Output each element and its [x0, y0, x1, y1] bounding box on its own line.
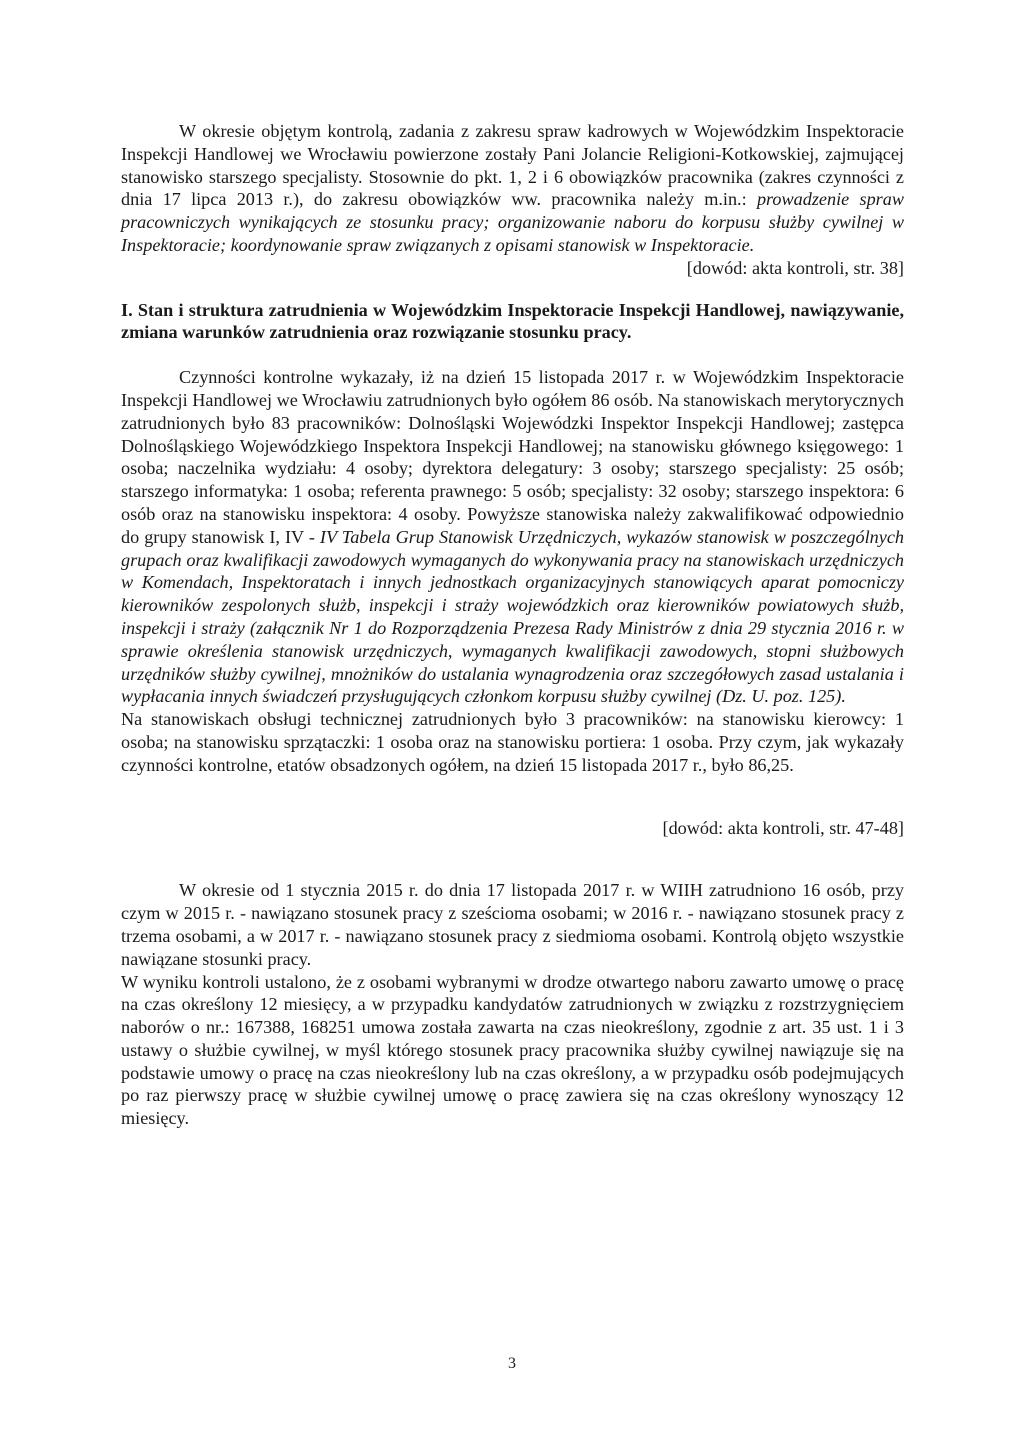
paragraph-technical-staff: Na stanowiskach obsługi technicznej zatrudnionych było 3 pracowników: na stanowisku kierowcy: 1 osoba; na stanowisku sprzątaczki: 1 osoba oraz na stanowisku portiera: 1 osoba. Przy czym, jak wykazały czynności kontrolne, etatów obsadzonych ogółem, na dzień 15 listopada 2017 r., było 86,25. — [121, 709, 904, 775]
paragraph-employment-structure-regulation: IV Tabela Grup Stanowisk Urzędniczych, wykazów stanowisk w poszczególnych grupach oraz kwalifikacji zawodowych wymaganych do wykonywania pracy na stanowiskach urzędniczych w Komendach, Inspektoratach i innych jednostkach organizacyjnych stanowiących aparat pomocniczy kierowników zespolonych służb, inspekcji i straży wojewódzkich oraz kierowników powiatowych służb, inspekcji i straży (załącznik Nr 1 do Rozporządzenia Prezesa Rady Ministrów z dnia 29 stycznia 2016 r. w sprawie określenia stanowisk urzędniczych, wymaganych kwalifikacji zawodowych, stopni służbowych urzędników służby cywilnej, mnożników do ustalania wynagrodzenia oraz szczegółowych zasad ustalania i wypłacania innych świadczeń przysługujących członkom korpusu służby cywilnej (Dz. U. poz. 125). — [121, 526, 904, 707]
paragraph-employment-structure — [121, 366, 904, 708]
page-number: 3 — [508, 1355, 516, 1372]
paragraph-contract-findings: W wyniku kontroli ustalono, że z osobami wybranymi w drodze otwartego naboru zawarto umowę o pracę na czas określony 12 miesięcy, a w przypadku kandydatów zatrudnionych w związku z rozstrzygnięciem naborów o nr.: 167388, 168251 umowa została zawarta na czas nieokreślony, zgodnie z art. 35 ust. 1 i 3 ustawy o służbie cywilnej, w myśl którego stosunek pracy pracownika służby cywilnej nawiązuje się na podstawie umowy o pracę na czas nieokreślony lub na czas określony, a w przypadku osób podejmujących po raz pierwszy pracę w służbie cywilnej umowę o pracę zawiera się na czas określony wynoszący 12 miesięcy. — [121, 971, 904, 1129]
paragraph-employment-structure-text: Czynności kontrolne wykazały, iż na dzień 15 listopada 2017 r. w Wojewódzkim Inspektoracie Inspekcji Handlowej we Wrocławiu zatrudnionych było ogółem 86 osób. Na stanowiskach merytorycznych zatrudnionych było 83 pracowników: Dolnośląski Wojewódzki Inspektor Inspekcji Handlowej; zastępca Dolnośląskiego Wojewódzkiego Inspektora Inspekcji Handlowej; na stanowisku głównego księgowego: 1 osoba; naczelnika wydziału: 4 osoby; dyrektora delegatury: 3 osoby; starszego specjalisty: 25 osób; starszego informatyka: 1 osoba; referenta prawnego: 5 osób; specjalisty: 32 osoby; starszego inspektora: 6 osób oraz na stanowisku inspektora: 4 osoby. Powyższe stanowiska należy zakwalifikować odpowiednio do grupy stanowisk I, IV - — [121, 367, 904, 547]
section-heading: I. Stan i struktura zatrudnienia w Wojewódzkim Inspektoracie Inspekcji Handlowej, nawiązywanie, zmiana warunków zatrudnienia oraz rozwiązanie stosunku pracy. — [121, 299, 904, 343]
paragraph-responsibilities — [121, 120, 904, 257]
document-page — [121, 120, 904, 1130]
paragraph-responsibilities-duties: prowadzenie spraw pracowniczych wynikających ze stosunku pracy; organizowanie naboru do korpusu służby cywilnej w Inspektoracie; koordynowanie spraw związanych z opisami stanowisk w Inspektoracie. — [121, 189, 904, 255]
paragraph-hiring-period: W okresie od 1 stycznia 2015 r. do dnia 17 listopada 2017 r. w WIIH zatrudniono 16 osób, przy czym w 2015 r. - nawiązano stosunek pracy z sześcioma osobami; w 2016 r. - nawiązano stosunek pracy z trzema osobami, a w 2017 r. - nawiązano stosunek pracy z siedmioma osobami. Kontrolą objęto wszystkie nawiązane stosunki pracy. — [121, 880, 904, 969]
evidence-reference-2: [dowód: akta kontroli, str. 47-48] — [662, 817, 904, 838]
paragraph-responsibilities-text: W okresie objętym kontrolą, zadania z zakresu spraw kadrowych w Wojewódzkim Inspektoracie Inspekcji Handlowej we Wrocławiu powierzone zostały Pani Jolancie Religioni-Kotkowskiej, zajmującej stanowisko starszego specjalisty. Stosownie do pkt. 1, 2 i 6 obowiązków pracownika (zakres czynności z dnia 17 lipca 2013 r.), do zakresu obowiązków ww. pracownika należy m.in.: — [121, 121, 904, 210]
evidence-reference-1: [dowód: akta kontroli, str. 38] — [686, 257, 904, 278]
